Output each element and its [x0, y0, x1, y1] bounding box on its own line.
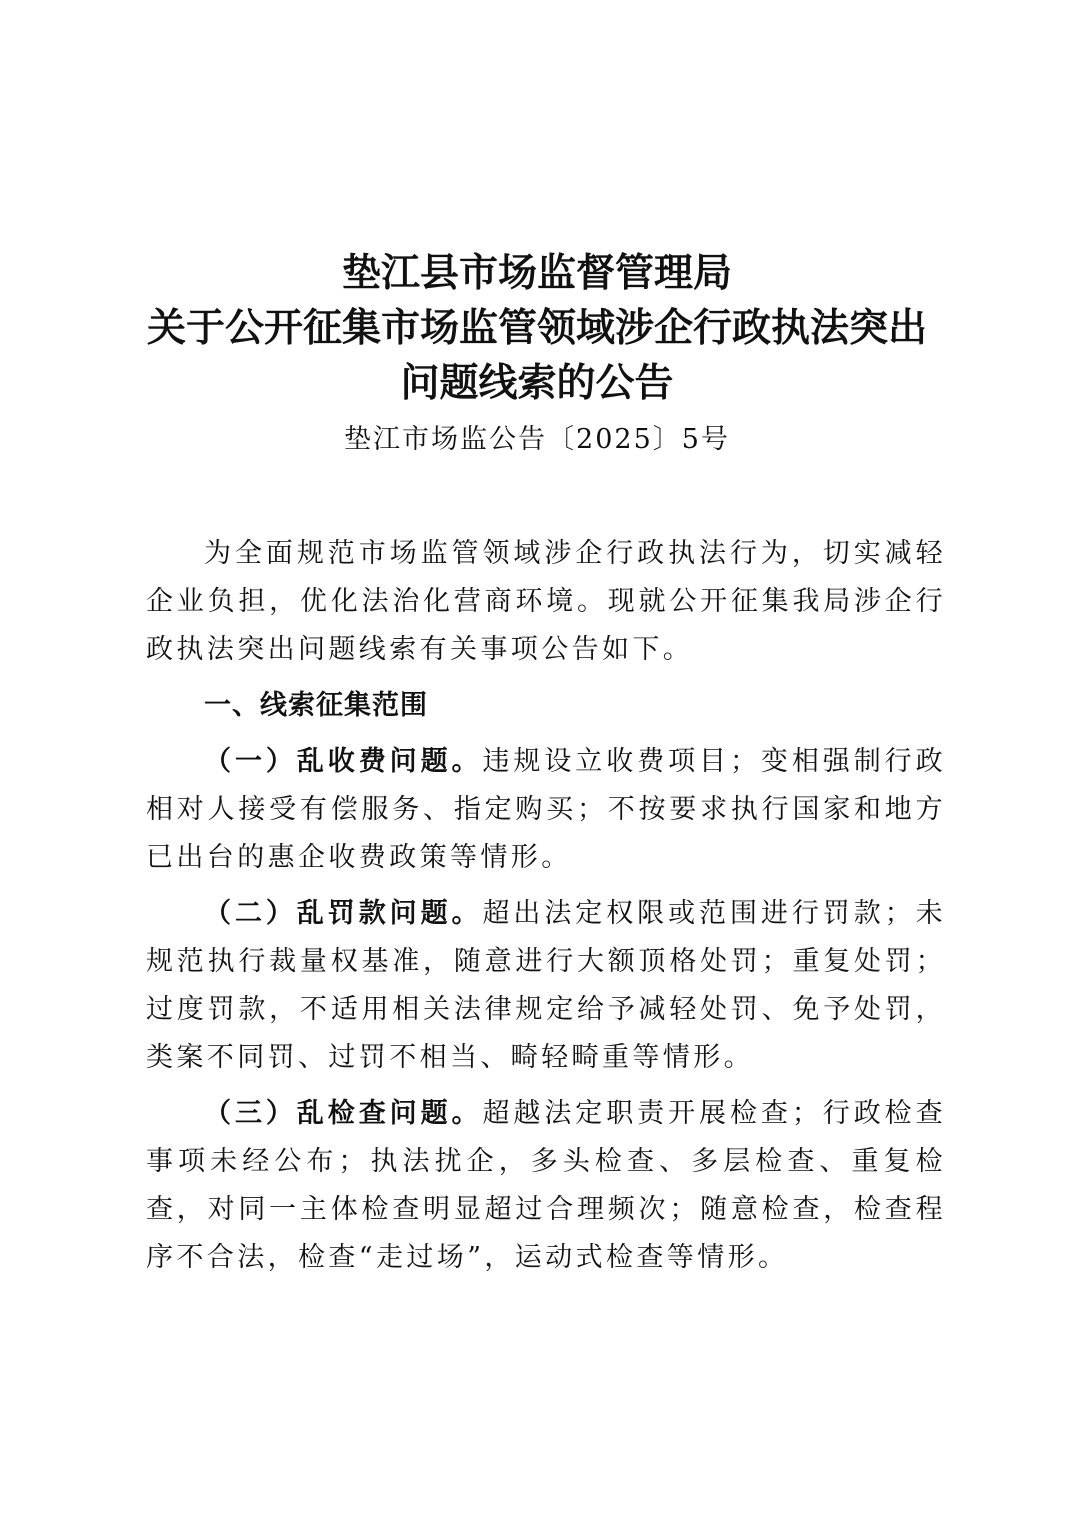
- item-paragraph-2: [146, 890, 946, 1082]
- item-lead-2: （二）乱罚款问题。: [204, 898, 483, 929]
- item-text-1: 违规设立收费项目；变相强制行政相对人接受有偿服务、指定购买；不按要求执行国家和地方已出台的惠企收费政策等情形。: [146, 746, 946, 873]
- document-title: [0, 246, 1074, 411]
- section-heading: 一、线索征集范围: [204, 690, 428, 721]
- intro-paragraph: 为全面规范市场监管领域涉企行政执法行为，切实减轻企业负担，优化法治化营商环境。现就公开征集我局涉企行政执法突出问题线索有关事项公告如下。: [146, 538, 946, 665]
- document-body: [146, 530, 946, 1290]
- title-line-1: 垫江县市场监督管理局: [341, 250, 732, 296]
- item-paragraph-3: [146, 1090, 946, 1282]
- document-number: 垫江市场监公告〔2025〕5号: [344, 424, 730, 455]
- title-line-3: 问题线索的公告: [400, 360, 674, 406]
- item-lead-3: （三）乱检查问题。: [204, 1098, 483, 1129]
- item-text-2: 超出法定权限或范围进行罚款；未规范执行裁量权基准，随意进行大额顶格处罚；重复处罚；过度罚款，不适用相关法律规定给予减轻处罚、免予处罚，类案不同罚、过罚不相当、畸轻畸重等情形。: [146, 898, 946, 1073]
- item-text-3: 超越法定职责开展检查；行政检查事项未经公布；执法扰企，多头检查、多层检查、重复检查，对同一主体检查明显超过合理频次；随意检查，检查程序不合法，检查“走过场”，运动式检查等情形。: [146, 1098, 946, 1273]
- title-line-2: 关于公开征集市场监管领域涉企行政执法突出: [146, 305, 927, 351]
- item-paragraph-1: [146, 738, 946, 882]
- item-lead-1: （一）乱收费问题。: [204, 746, 483, 777]
